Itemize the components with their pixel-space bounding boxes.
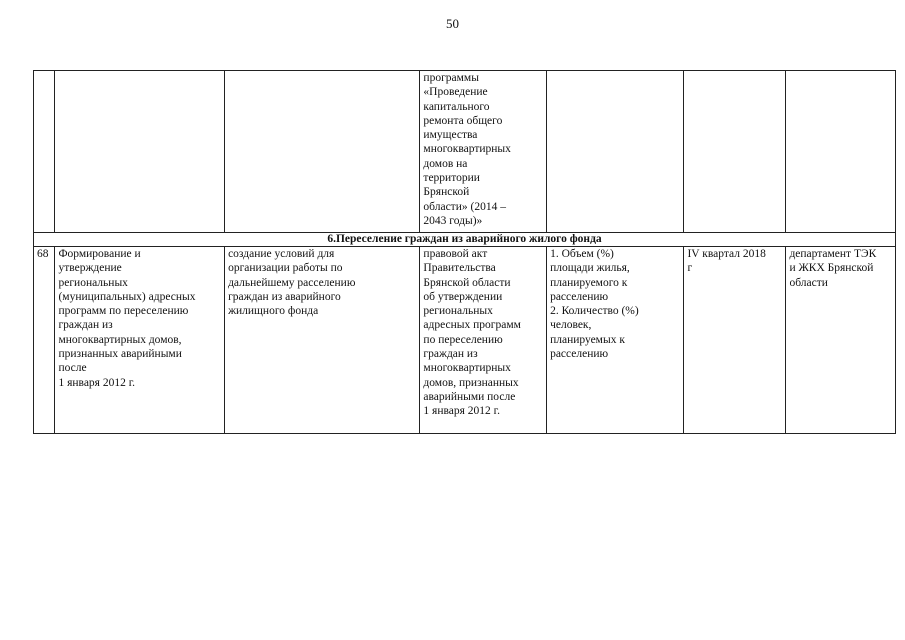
table-row-68 xyxy=(34,247,896,434)
cell-document xyxy=(420,247,547,434)
cell-number xyxy=(34,247,55,434)
table-row-section xyxy=(34,233,896,247)
cell-goal xyxy=(225,71,420,233)
measure-text: Формирование и утверждение региональных (муниципальных) адресных программ по переселению граждан из многоквартирных домов, признанных аварийными после 1 января 2012 г. xyxy=(58,248,196,389)
responsible-text: департамент ТЭК и ЖКХ Брянской области xyxy=(789,248,877,289)
cell-deadline xyxy=(684,71,786,233)
cell-document-text: программы «Проведение капитального ремонта общего имущества многоквартирных домов на территории Брянской области» (2014 – 2043 годы)» xyxy=(423,72,511,227)
cell-responsible xyxy=(786,71,896,233)
page-number: 50 xyxy=(446,16,459,31)
cell-indicators xyxy=(547,247,684,434)
cell-document xyxy=(420,71,547,233)
cell-measure xyxy=(55,71,225,233)
plan-table xyxy=(33,70,896,434)
row-number: 68 xyxy=(37,248,49,260)
section-title: 6.Переселение граждан из аварийного жилого фонда xyxy=(34,233,896,247)
document-text: правовой акт Правительства Брянской области об утверждении региональных адресных программ по переселению граждан из многоквартирных домов, признанных аварийными после 1 января 2012 г. xyxy=(423,248,521,418)
cell-goal xyxy=(225,247,420,434)
deadline-text: IV квартал 2018 г xyxy=(687,248,766,275)
goal-text: создание условий для организации работы по дальнейшему расселению граждан из аварийного жилищного фонда xyxy=(228,248,356,318)
cell-indicators xyxy=(547,71,684,233)
cell-measure xyxy=(55,247,225,434)
cell-deadline xyxy=(684,247,786,434)
indicators-text: 1. Объем (%) площади жилья, планируемого к расселению 2. Количество (%) человек, планируемых к расселению xyxy=(550,248,639,361)
cell-responsible xyxy=(786,247,896,434)
table-row-continuation xyxy=(34,71,896,233)
cell-number xyxy=(34,71,55,233)
